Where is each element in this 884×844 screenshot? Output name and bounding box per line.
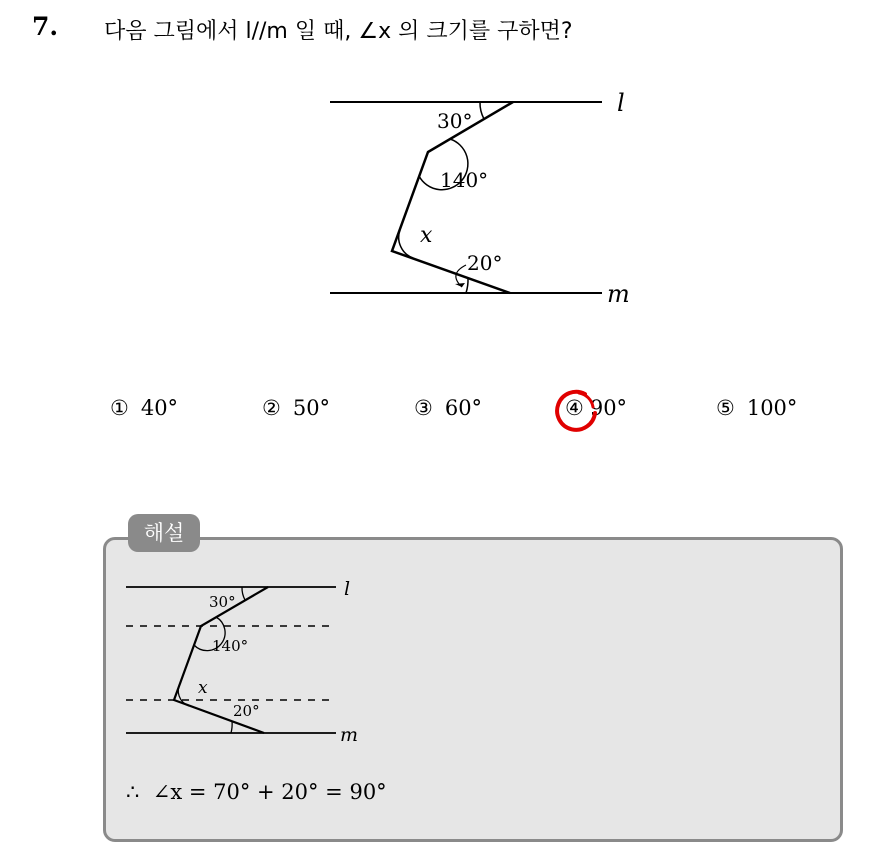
sol-label-20: 20° (233, 702, 260, 720)
choice-value: 100° (746, 396, 798, 420)
sol-label-l: l (344, 578, 351, 600)
choice-value: 90° (589, 396, 628, 420)
choice-mark: ④ (565, 396, 584, 420)
sol-label-m: m (340, 724, 359, 746)
choice-value: 60° (444, 396, 483, 420)
sol-label-x: x (198, 678, 208, 698)
choice-mark: ③ (414, 396, 433, 420)
choice-value: 40° (140, 396, 179, 420)
label-x: x (420, 223, 433, 248)
solution-conclusion (126, 780, 387, 804)
choice-mark: ① (110, 396, 129, 420)
question-number: 7. (32, 12, 59, 41)
sol-label-140: 140° (212, 637, 249, 655)
conclusion-expression: ∠x = 70° + 20° = 90° (152, 780, 387, 804)
label-l: l (617, 89, 625, 117)
choice-mark: ⑤ (716, 396, 735, 420)
sol-arc-30 (242, 587, 245, 600)
label-30: 30° (437, 109, 473, 133)
sol-label-30: 30° (209, 593, 236, 611)
label-m: m (607, 280, 630, 308)
sol-arc-20 (231, 721, 232, 733)
choice-mark: ② (262, 396, 281, 420)
label-140: 140° (440, 168, 489, 192)
label-20: 20° (467, 251, 503, 275)
solution-tag: 해설 (128, 514, 200, 552)
question-text: 다음 그림에서 l//m 일 때, ∠x 의 크기를 구하면? (104, 19, 573, 44)
therefore-symbol: ∴ (126, 780, 140, 804)
choice-value: 50° (292, 396, 331, 420)
